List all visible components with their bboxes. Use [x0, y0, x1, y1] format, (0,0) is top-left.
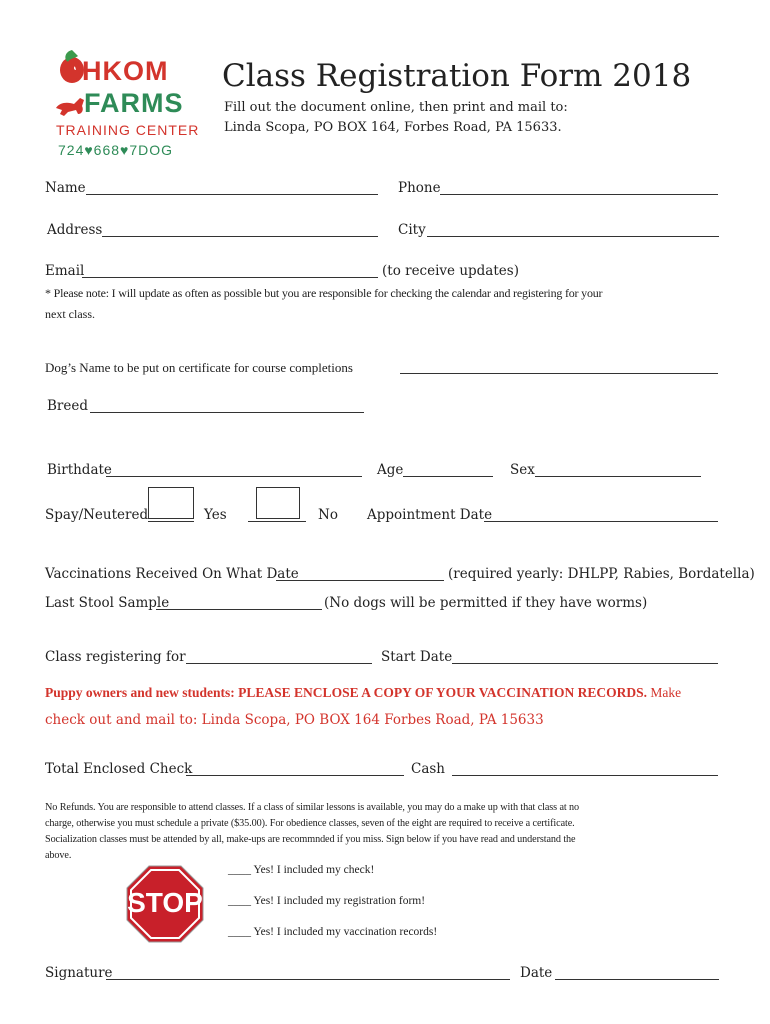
class-registering-field[interactable]	[186, 663, 372, 664]
start-date-label: Start Date	[381, 649, 453, 665]
vaccination-notice-bold: Puppy owners and new students: PLEASE ENCLOSE A COPY OF YOUR VACCINATION RECORDS.	[45, 685, 647, 700]
dog-name-label: Dog’s Name to be put on certificate for course completions	[45, 360, 353, 375]
logo-line-1: OHKOM	[60, 56, 169, 86]
stool-note: (No dogs will be permitted if they have worms)	[324, 595, 648, 611]
appointment-date-field[interactable]	[484, 521, 718, 522]
logo-phone: 724♥668♥7DOG	[58, 142, 174, 158]
policy-line-4: above.	[45, 850, 72, 861]
checklist-registration: ____ Yes! I included my registration form!	[228, 895, 426, 907]
instructions: Fill out the document online, then print and mail to:	[224, 100, 568, 115]
vaccination-notice-line-2: check out and mail to: Linda Scopa, PO BOX 164 Forbes Road, PA 15633	[45, 712, 544, 728]
checklist-vaccination: ____ Yes! I included my vaccination records!	[228, 926, 438, 938]
no-checkbox[interactable]	[256, 487, 300, 519]
breed-label: Breed	[47, 398, 88, 414]
phone-field[interactable]	[440, 194, 718, 195]
cash-field[interactable]	[452, 775, 718, 776]
total-check-label: Total Enclosed Check	[45, 761, 193, 777]
birthdate-label: Birthdate	[47, 462, 112, 478]
dog-name-field[interactable]	[400, 373, 718, 374]
stop-sign	[126, 865, 204, 943]
date-label: Date	[520, 965, 553, 981]
no-underline	[248, 521, 306, 522]
running-dog-icon	[54, 94, 88, 118]
date-field[interactable]	[555, 979, 719, 980]
logo-line-3: TRAINING CENTER	[56, 122, 200, 138]
class-registering-label: Class registering for	[45, 649, 186, 665]
breed-field[interactable]	[90, 412, 364, 413]
email-note: (to receive updates)	[382, 263, 519, 279]
note-line-1: * Please note: I will update as often as possible but you are responsible for checking the calendar and registering for your	[45, 286, 603, 300]
total-check-field[interactable]	[186, 775, 404, 776]
policy-line-3: Socialization classes must be attended by all, make-ups are recommnded if you miss. Sign below if you have read and understand the	[45, 834, 576, 845]
checklist-check: ____ Yes! I included my check!	[228, 864, 375, 876]
sex-field[interactable]	[535, 476, 701, 477]
name-field[interactable]	[86, 194, 378, 195]
age-field[interactable]	[403, 476, 493, 477]
yes-underline	[148, 521, 194, 522]
vaccination-notice	[45, 685, 681, 701]
spay-neutered-label: Spay/Neutered	[45, 507, 149, 523]
stool-sample-field[interactable]	[156, 609, 322, 610]
vaccination-notice-make: Make	[646, 685, 682, 700]
vaccinations-note: (required yearly: DHLPP, Rabies, Bordatella)	[448, 566, 755, 582]
city-field[interactable]	[427, 236, 719, 237]
stop-sign-text: STOP	[127, 887, 203, 918]
form-title: Class Registration Form 2018	[222, 58, 692, 94]
sex-label: Sex	[510, 462, 535, 478]
signature-label: Signature	[45, 965, 113, 981]
name-label: Name	[45, 180, 86, 196]
email-field[interactable]	[82, 277, 378, 278]
phone-label: Phone	[398, 180, 441, 196]
stool-sample-label: Last Stool Sample	[45, 595, 170, 611]
logo-line-2: FARMS	[84, 88, 184, 118]
cash-label: Cash	[411, 761, 446, 777]
note-line-2: next class.	[45, 307, 95, 321]
appointment-date-label: Appointment Date	[367, 507, 493, 523]
policy-line-1: No Refunds. You are responsible to attend classes. If a class of similar lessons is available, you may do a make up with that class at no	[45, 802, 580, 813]
logo	[40, 42, 200, 162]
start-date-field[interactable]	[452, 663, 718, 664]
mailing-address: Linda Scopa, PO BOX 164, Forbes Road, PA 15633.	[224, 120, 562, 135]
vaccinations-label: Vaccinations Received On What Date	[45, 566, 299, 582]
yes-checkbox[interactable]	[148, 487, 194, 519]
address-label: Address	[47, 222, 103, 238]
vaccinations-field[interactable]	[276, 580, 444, 581]
policy-line-2: charge, otherwise you must schedule a private ($35.00). For obedience classes, seven of the eight are required to receive a certificate.	[45, 818, 575, 829]
signature-field[interactable]	[106, 979, 510, 980]
yes-label: Yes	[204, 507, 227, 523]
email-label: Email	[45, 263, 85, 279]
birthdate-field[interactable]	[106, 476, 362, 477]
no-label: No	[318, 507, 338, 523]
city-label: City	[398, 222, 426, 238]
age-label: Age	[377, 462, 404, 478]
address-field[interactable]	[102, 236, 378, 237]
policy-text	[45, 800, 579, 864]
